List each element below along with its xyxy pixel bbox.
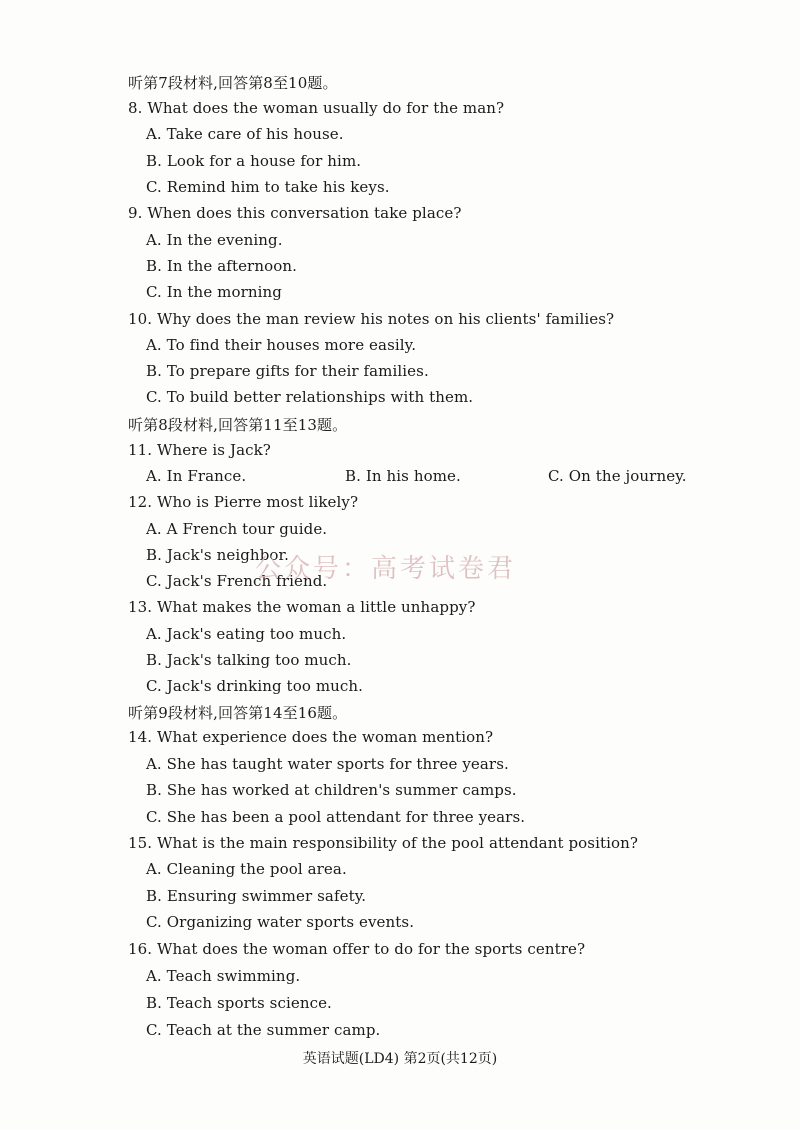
question-16: 16. What does the woman offer to do for the sports centre? — [128, 940, 586, 958]
question-11: 11. Where is Jack? — [128, 441, 271, 459]
option-15a: A. Cleaning the pool area. — [146, 860, 347, 878]
option-12b: B. Jack's neighbor. — [146, 546, 290, 564]
option-16a: A. Teach swimming. — [146, 967, 301, 985]
question-15: 15. What is the main responsibility of the pool attendant position? — [128, 834, 639, 852]
option-15b: B. Ensuring swimmer safety. — [146, 887, 367, 905]
option-10c: C. To build better relationships with them. — [146, 388, 474, 406]
section-heading-7: 听第7段材料,回答第8至10题。 — [128, 74, 338, 92]
option-9a: A. In the evening. — [146, 231, 283, 249]
option-15c: C. Organizing water sports events. — [146, 913, 415, 931]
question-8: 8. What does the woman usually do for the man? — [128, 99, 505, 117]
option-13b: B. Jack's talking too much. — [146, 651, 352, 669]
option-9b: B. In the afternoon. — [146, 257, 297, 275]
option-14b: B. She has worked at children's summer camps. — [146, 781, 517, 799]
question-10: 10. Why does the man review his notes on his clients' families? — [128, 310, 615, 328]
option-14c: C. She has been a pool attendant for three years. — [146, 808, 526, 826]
option-8c: C. Remind him to take his keys. — [146, 178, 390, 196]
option-8b: B. Look for a house for him. — [146, 152, 362, 170]
option-13a: A. Jack's eating too much. — [146, 625, 347, 643]
option-16b: B. Teach sports science. — [146, 994, 332, 1012]
option-12c: C. Jack's French friend. — [146, 572, 328, 590]
option-14a: A. She has taught water sports for three years. — [146, 755, 509, 773]
option-16c: C. Teach at the summer camp. — [146, 1021, 381, 1039]
question-13: 13. What makes the woman a little unhappy? — [128, 598, 476, 616]
option-11c: C. On the journey. — [548, 467, 687, 485]
question-14: 14. What experience does the woman mention? — [128, 728, 494, 746]
option-9c: C. In the morning — [146, 283, 283, 301]
watermark-text: 公众号：高考试卷君 — [255, 554, 517, 584]
option-8a: A. Take care of his house. — [146, 125, 344, 143]
option-13c: C. Jack's drinking too much. — [146, 677, 364, 695]
option-12a: A. A French tour guide. — [146, 520, 328, 538]
section-heading-9: 听第9段材料,回答第14至16题。 — [128, 704, 348, 722]
option-11a: A. In France. — [146, 467, 247, 485]
question-12: 12. Who is Pierre most likely? — [128, 493, 359, 511]
section-heading-8: 听第8段材料,回答第11至13题。 — [128, 416, 348, 434]
option-11b: B. In his home. — [345, 467, 461, 485]
question-9: 9. When does this conversation take place? — [128, 204, 462, 222]
option-10a: A. To find their houses more easily. — [146, 336, 417, 354]
option-10b: B. To prepare gifts for their families. — [146, 362, 429, 380]
page-footer: 英语试题(LD4) 第2页(共12页) — [302, 1051, 498, 1067]
